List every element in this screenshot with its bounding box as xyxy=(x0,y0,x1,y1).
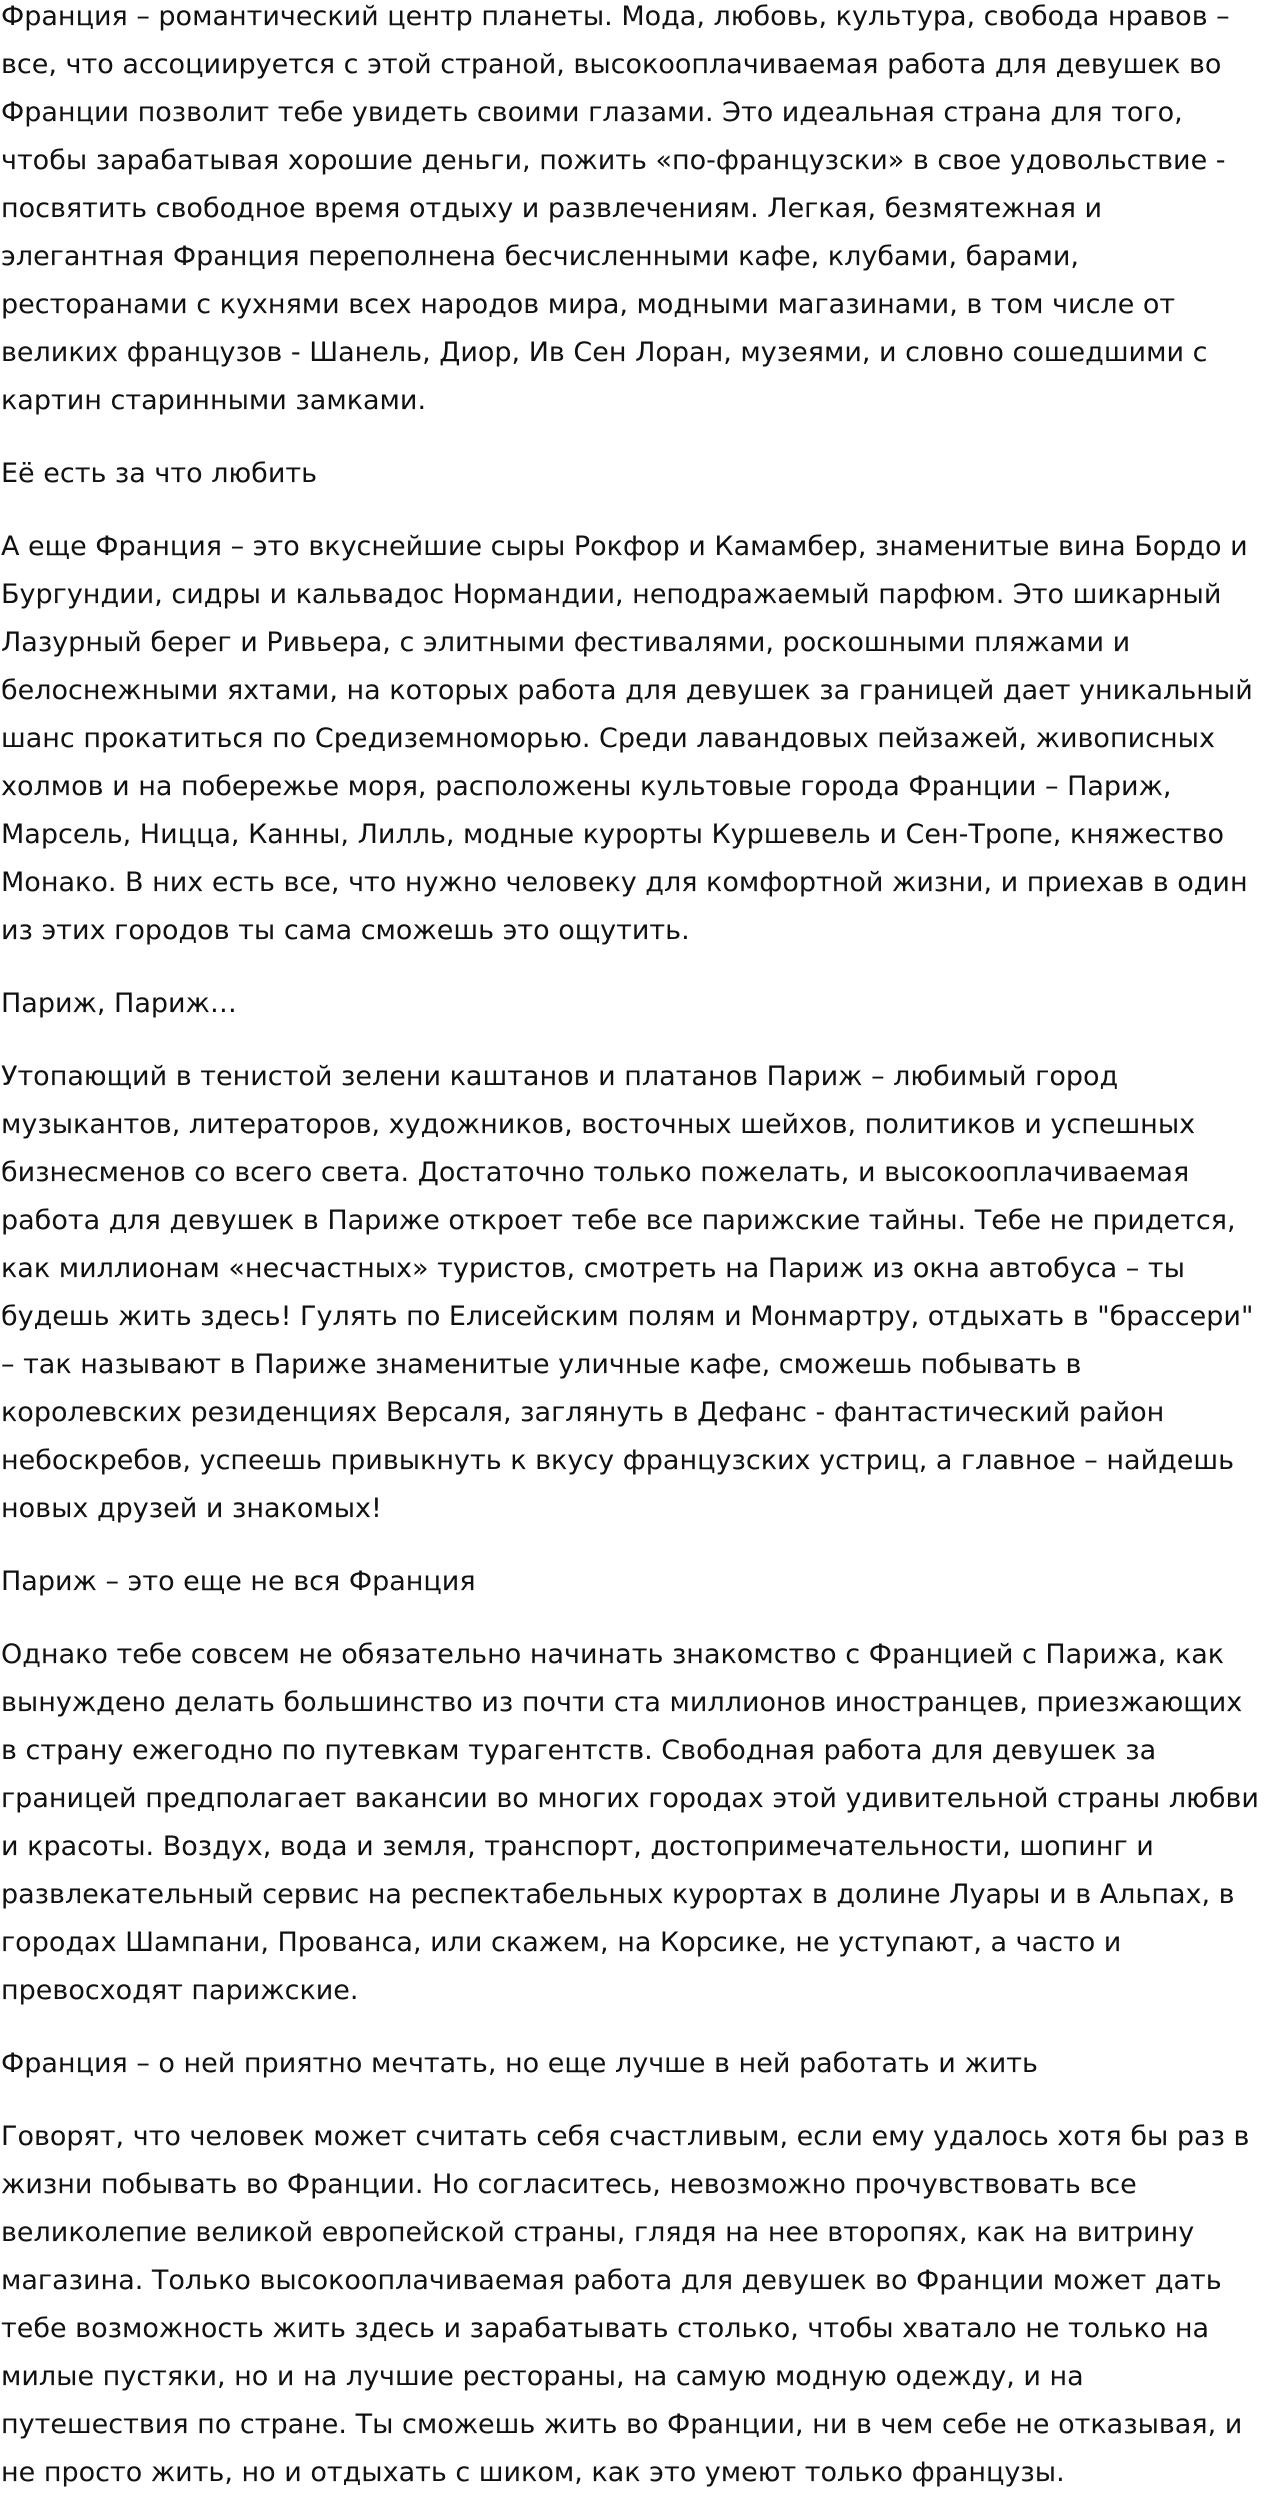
subheading-paris: Париж, Париж… xyxy=(1,988,237,1019)
subheading-dream: Франция – о ней приятно мечтать, но еще лучше в ней работать и жить xyxy=(1,2048,1038,2079)
subheading-love: Её есть за что любить xyxy=(1,458,318,489)
subheading-not-only-paris: Париж – это еще не вся Франция xyxy=(1,1566,476,1597)
paragraph-regions: Однако тебе совсем не обязательно начинать знакомство с Францией с Парижа, как вынуждено делать большинство из почти ста миллионов иностранцев, приезжающих в страну ежегодно по путевкам турагентств. Свободная работа для девушек за границей предполагает вакансии во многих городах этой удивительной страны любви и красоты. Воздух, вода и земля, транспорт, достопримечательности, шопинг и развлекательный сервис на респектабельных курортах в долине Луары и в Альпах, в городах Шампани, Прованса, или скажем, на Корсике, не уступают, а часто и превосходят парижские. xyxy=(1,1639,1259,2006)
paragraph-intro: Франция – романтический центр планеты. Мода, любовь, культура, свобода нравов – все, что ассоциируется с этой страной, высокооплачиваемая работа для девушек во Франции позволит тебе увидеть своими глазами. Это идеальная страна для того, чтобы зарабатывая хорошие деньги, пожить «по-французски» в свое удовольствие - посвятить свободное время отдыху и развлечениям. Легкая, безмятежная и элегантная Франция переполнена бесчисленными кафе, клубами, барами, ресторанами с кухнями всех народов мира, модными магазинами, в том числе от великих французов - Шанель, Диор, Ив Сен Лоран, музеями, и словно сошедшими с картин старинными замками. xyxy=(1,1,1230,416)
paragraph-paris: Утопающий в тенистой зелени каштанов и платанов Париж – любимый город музыкантов, литераторов, художников, восточных шейхов, политиков и успешных бизнесменов со всего света. Достаточно только пожелать, и высокооплачиваемая работа для девушек в Париже откроет тебе все парижские тайны. Тебе не придется, как миллионам «несчастных» туристов, смотреть на Париж из окна автобуса – ты будешь жить здесь! Гулять по Елисейским полям и Монмартру, отдыхать в "брассери" – так называют в Париже знаменитые уличные кафе, сможешь побывать в королевских резиденциях Версаля, заглянуть в Дефанс - фантастический район небоскребов, успеешь привыкнуть к вкусу французских устриц, а главное – найдешь новых друзей и знакомых! xyxy=(1,1061,1254,1524)
paragraph-riviera: А еще Франция – это вкуснейшие сыры Рокфор и Камамбер, знаменитые вина Бордо и Бургундии, сидры и кальвадос Нормандии, неподражаемый парфюм. Это шикарный Лазурный берег и Ривьера, с элитными фестивалями, роскошными пляжами и белоснежными яхтами, на которых работа для девушек за границей дает уникальный шанс прокатиться по Средиземноморью. Среди лавандовых пейзажей, живописных холмов и на побережье моря, расположены культовые города Франции – Париж, Марсель, Ницца, Канны, Лилль, модные курорты Куршевель и Сен-Тропе, княжество Монако. В них есть все, что нужно человеку для комфортной жизни, и приехав в один из этих городов ты сама сможешь это ощутить. xyxy=(1,531,1253,946)
paragraph-conclusion: Говорят, что человек может считать себя счастливым, если ему удалось хотя бы раз в жизни побывать во Франции. Но согласитесь, невозможно прочувствовать все великолепие великой европейской страны, глядя на нее второпях, как на витрину магазина. Только высокооплачиваемая работа для девушек во Франции может дать тебе возможность жить здесь и зарабатывать столько, чтобы хватало не только на милые пустяки, но и на лучшие рестораны, на самую модную одежду, и на путешествия по стране. Ты сможешь жить во Франции, ни в чем себе не отказывая, и не просто жить, но и отдыхать с шиком, как это умеют только французы. xyxy=(1,2121,1250,2488)
